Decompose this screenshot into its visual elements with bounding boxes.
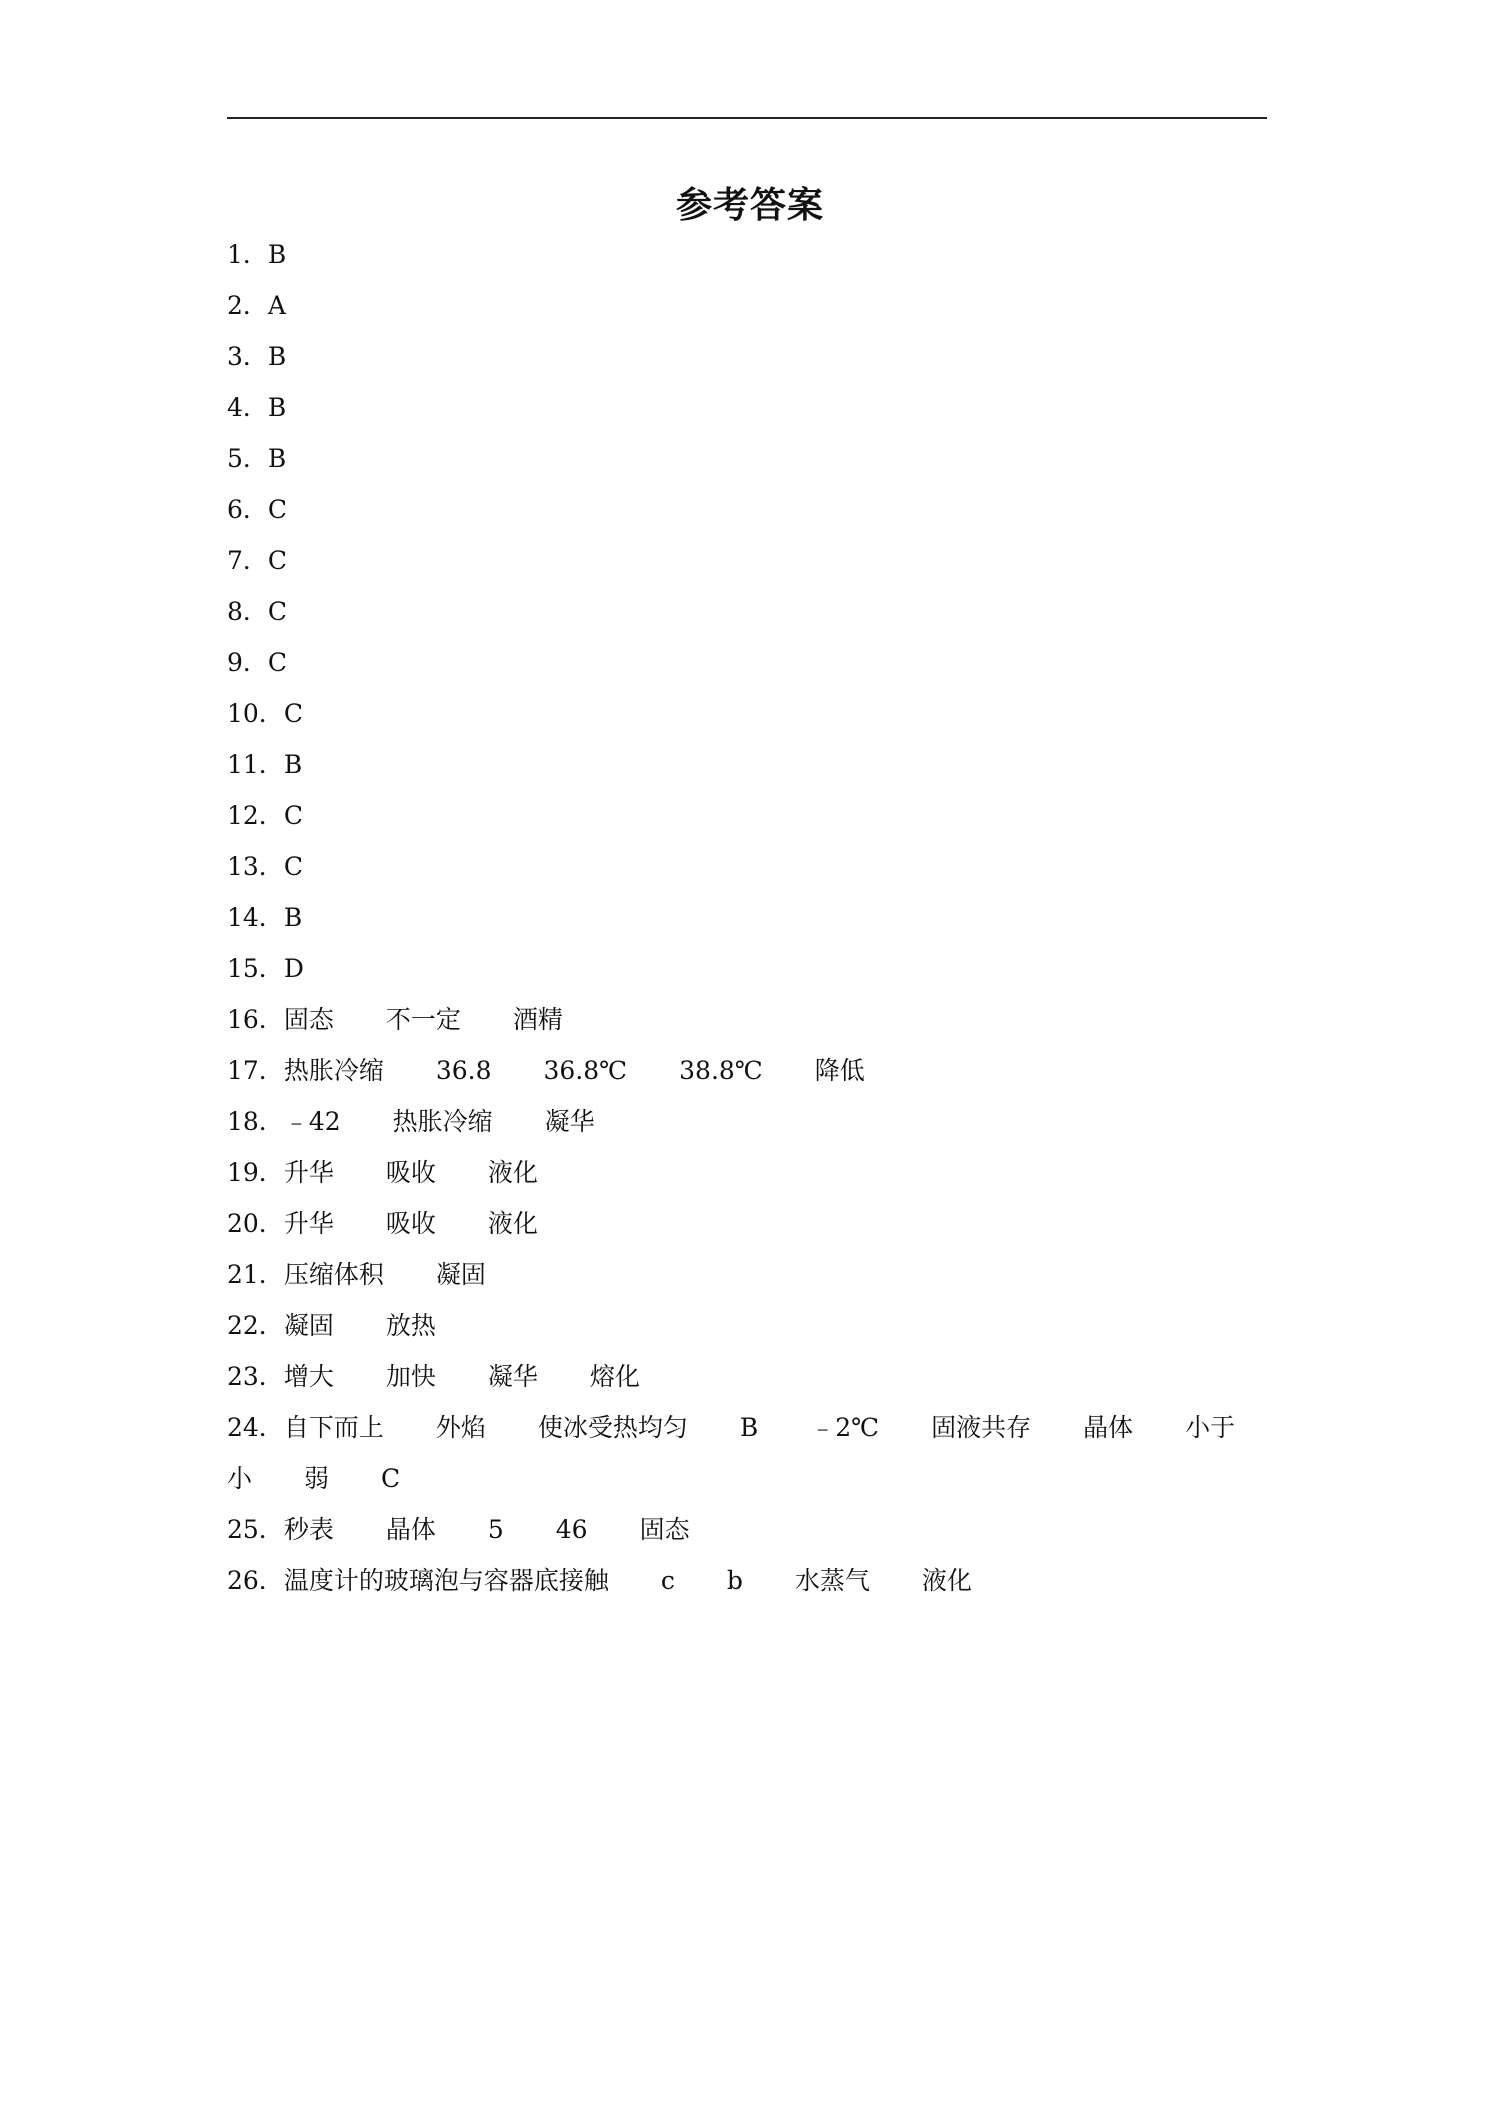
answer-line <box>227 331 1267 382</box>
answer-value: C <box>283 852 303 881</box>
answer-line <box>227 1300 1267 1351</box>
answer-value: 升华 <box>283 1209 334 1238</box>
answer-line <box>227 229 1267 280</box>
answer-number: 5． <box>227 444 268 473</box>
answer-number: 20． <box>227 1209 284 1238</box>
answer-value: 晶体 <box>1083 1413 1134 1442</box>
answer-number: 4． <box>227 393 268 422</box>
answer-value: B <box>283 750 303 779</box>
answer-line <box>227 1147 1267 1198</box>
answer-number: 24． <box>227 1413 284 1442</box>
answer-value: 5 <box>487 1515 504 1544</box>
answer-number: 10． <box>227 699 284 728</box>
answer-number: 22． <box>227 1311 284 1340</box>
answer-value: 固态 <box>639 1515 690 1544</box>
answer-line <box>227 1249 1267 1300</box>
answer-value: 热胀冷缩 <box>283 1056 384 1085</box>
answer-value: 固液共存 <box>931 1413 1032 1442</box>
answer-value: c <box>660 1566 675 1595</box>
answer-number: 16． <box>227 1005 284 1034</box>
answer-value: 不一定 <box>385 1005 461 1034</box>
answer-line <box>227 1198 1267 1249</box>
answer-value: 液化 <box>487 1209 538 1238</box>
answer-line <box>227 739 1267 790</box>
answer-number: 21． <box>227 1260 284 1289</box>
answer-value: C <box>267 495 288 524</box>
answer-number: 13． <box>227 852 284 881</box>
answer-value: C <box>381 1464 401 1493</box>
answer-number: 7． <box>227 546 268 575</box>
answer-value: 外焰 <box>435 1413 486 1442</box>
answer-line <box>227 1504 1267 1555</box>
answer-line <box>227 943 1267 994</box>
answer-value: ﹣2℃ <box>810 1413 880 1442</box>
answer-value: ﹣42 <box>283 1107 341 1136</box>
page-title: 参考答案 <box>675 185 824 226</box>
answer-number: 18． <box>227 1107 284 1136</box>
answer-line <box>227 484 1267 535</box>
answer-line <box>227 280 1267 331</box>
answer-number: 12． <box>227 801 284 830</box>
answer-line <box>227 688 1267 739</box>
answer-value: 自下而上 <box>283 1413 384 1442</box>
answer-number: 6． <box>227 495 268 524</box>
answer-list <box>227 229 1267 1606</box>
answer-value: B <box>267 342 287 371</box>
answer-value: 凝固 <box>435 1260 486 1289</box>
answer-value: C <box>283 699 303 728</box>
answer-value: 熔化 <box>589 1362 640 1391</box>
answer-value: 吸收 <box>385 1158 436 1187</box>
answer-value: 凝华 <box>544 1107 595 1136</box>
answer-value: 凝固 <box>283 1311 334 1340</box>
answer-value: 固态 <box>283 1005 334 1034</box>
answer-value: 水蒸气 <box>794 1566 870 1595</box>
answer-line <box>227 1402 1267 1453</box>
answer-value: 加快 <box>385 1362 436 1391</box>
answer-value: B <box>739 1413 759 1442</box>
answer-value: C <box>267 597 288 626</box>
answer-number: 26． <box>227 1566 284 1595</box>
header-rule <box>227 117 1267 119</box>
answer-line <box>227 841 1267 892</box>
answer-value: B <box>267 444 287 473</box>
answer-value: 小 <box>227 1464 253 1493</box>
answer-value: 吸收 <box>385 1209 436 1238</box>
answer-number: 25． <box>227 1515 284 1544</box>
answer-line <box>227 382 1267 433</box>
answer-number: 3． <box>227 342 268 371</box>
answer-number: 14． <box>227 903 284 932</box>
answer-number: 11． <box>227 750 284 779</box>
answer-line <box>227 535 1267 586</box>
answer-value: 36.8℃ <box>543 1056 628 1085</box>
answer-line <box>227 1351 1267 1402</box>
answer-value: 增大 <box>283 1362 334 1391</box>
answer-value: C <box>267 546 288 575</box>
answer-value: A <box>267 291 286 320</box>
answer-value: 使冰受热均匀 <box>537 1413 688 1442</box>
answer-value: 弱 <box>304 1464 330 1493</box>
answer-value: 36.8 <box>435 1056 492 1085</box>
answer-line <box>227 637 1267 688</box>
answer-line <box>227 1096 1267 1147</box>
answer-number: 23． <box>227 1362 284 1391</box>
answer-value: 小于 <box>1185 1413 1236 1442</box>
answer-value: C <box>283 801 303 830</box>
answer-value: 晶体 <box>385 1515 436 1544</box>
answer-value: 降低 <box>814 1056 865 1085</box>
answer-line <box>227 1045 1267 1096</box>
answer-value: B <box>267 393 287 422</box>
answer-line <box>227 994 1267 1045</box>
answer-value: 放热 <box>385 1311 436 1340</box>
answer-number: 1． <box>227 240 268 269</box>
answer-value: 液化 <box>921 1566 972 1595</box>
answer-value: 热胀冷缩 <box>392 1107 493 1136</box>
answer-value: B <box>267 240 287 269</box>
answer-number: 17． <box>227 1056 284 1085</box>
answer-value: 升华 <box>283 1158 334 1187</box>
answer-number: 9． <box>227 648 268 677</box>
answer-number: 2． <box>227 291 268 320</box>
answer-line <box>227 1453 1267 1504</box>
answer-line <box>227 433 1267 484</box>
answer-value: 酒精 <box>512 1005 563 1034</box>
answer-value: D <box>283 954 304 983</box>
answer-number: 15． <box>227 954 284 983</box>
answer-value: 压缩体积 <box>283 1260 384 1289</box>
answer-line <box>227 790 1267 841</box>
answer-line <box>227 1555 1267 1606</box>
answer-value: B <box>283 903 303 932</box>
answer-number: 8． <box>227 597 268 626</box>
answer-value: 凝华 <box>487 1362 538 1391</box>
answer-value: 38.8℃ <box>679 1056 763 1085</box>
answer-line <box>227 892 1267 943</box>
answer-value: 温度计的玻璃泡与容器底接触 <box>283 1566 609 1595</box>
answer-number: 19． <box>227 1158 284 1187</box>
answer-value: 秒表 <box>283 1515 334 1544</box>
answer-value: 46 <box>555 1515 588 1544</box>
answer-value: b <box>726 1566 743 1595</box>
answer-value: 液化 <box>487 1158 538 1187</box>
answer-line <box>227 586 1267 637</box>
answer-value: C <box>267 648 288 677</box>
